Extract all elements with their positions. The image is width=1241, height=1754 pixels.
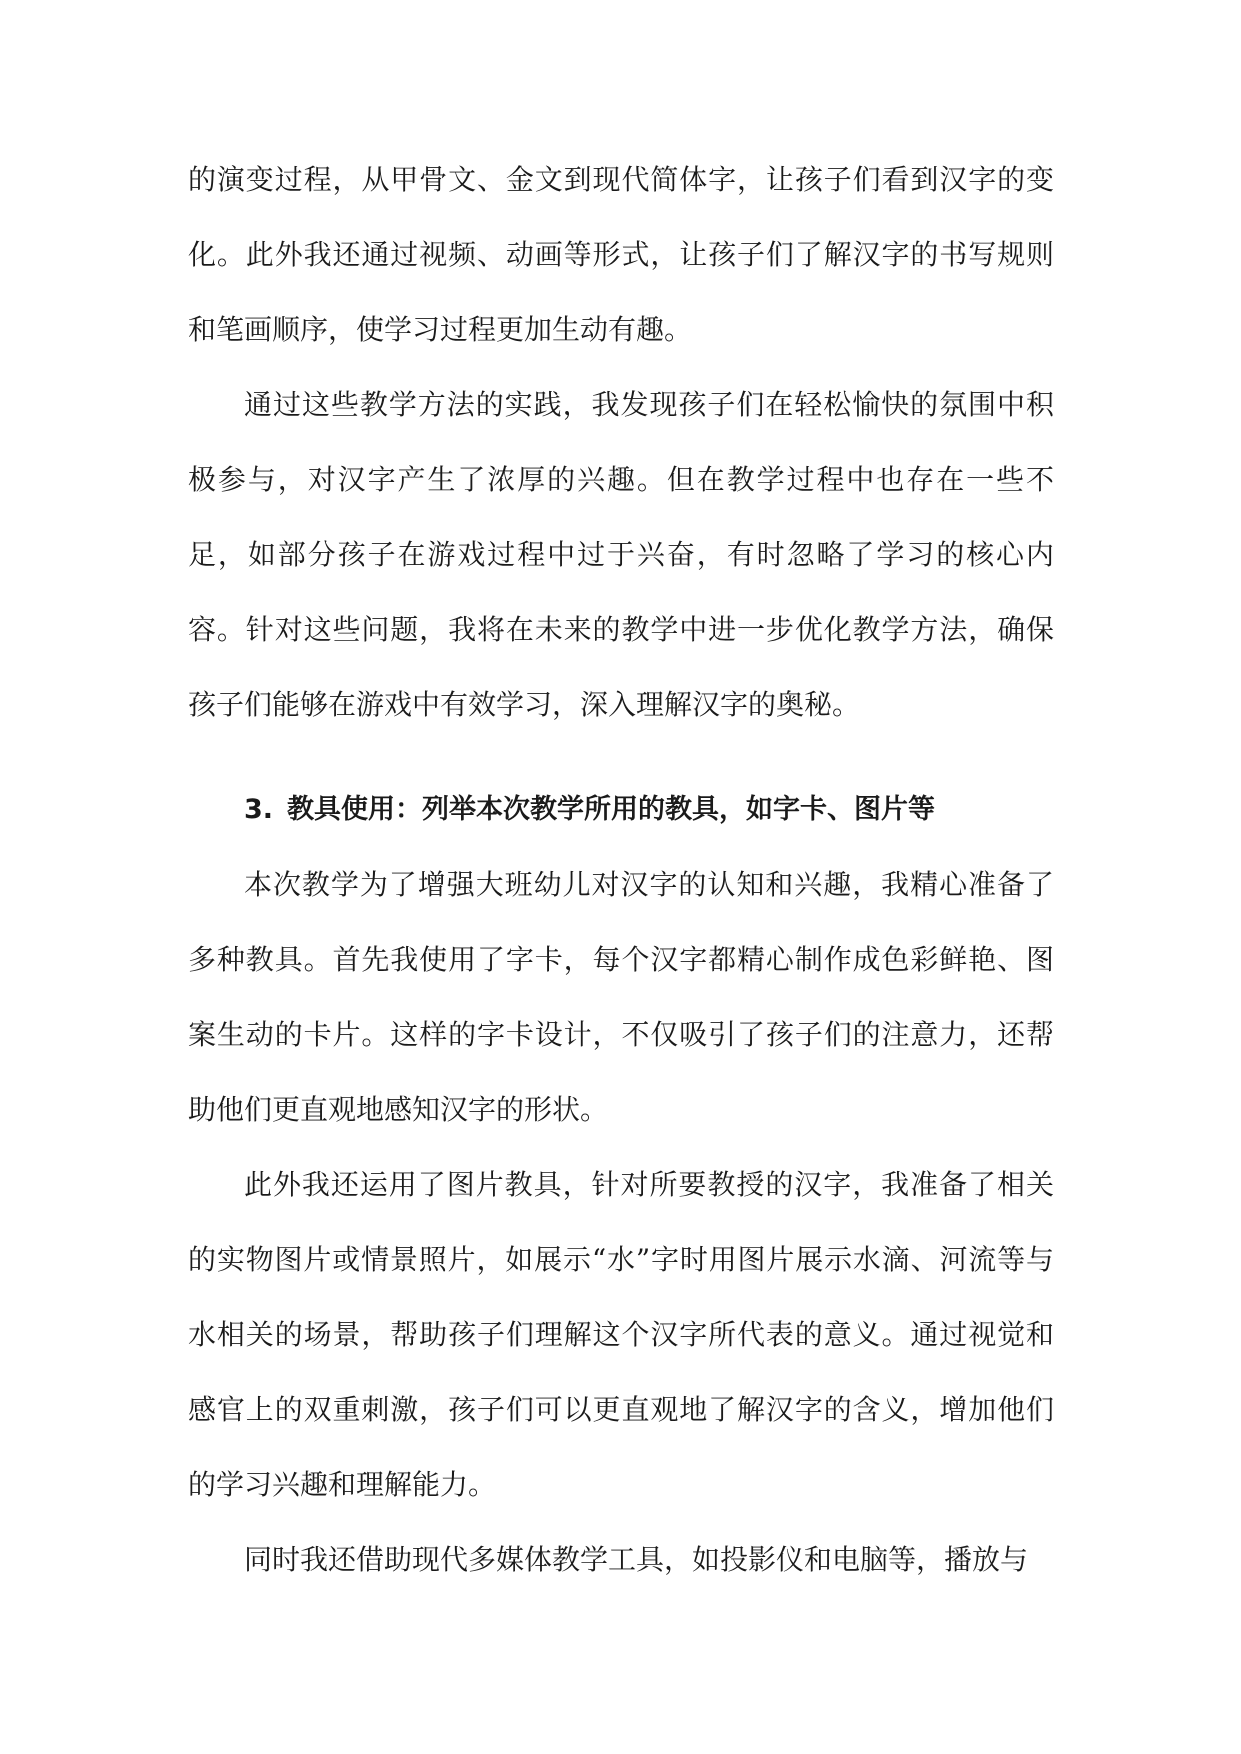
paragraph-picture-aids: 此外我还运用了图片教具，针对所要教授的汉字，我准备了相关的实物图片或情景照片，如展示“水”字时用图片展示水滴、河流等与水相关的场景，帮助孩子们理解这个汉字所代表的意义。通过视觉和感官上的双重刺激，孩子们可以更直观地了解汉字的含义，增加他们的学习兴趣和理解能力。 xyxy=(188,1168,1054,1501)
paragraph-multimedia: 同时我还借助现代多媒体教学工具，如投影仪和电脑等，播放与 xyxy=(244,1543,1029,1576)
paragraph-teaching-reflection: 通过这些教学方法的实践，我发现孩子们在轻松愉快的氛围中积极参与，对汉字产生了浓厚的兴趣。但在教学过程中也存在一些不足，如部分孩子在游戏过程中过于兴奋，有时忽略了学习的核心内容。针对这些问题，我将在未来的教学中进一步优化教学方法，确保孩子们能够在游戏中有效学习，深入理解汉字的奥秘。 xyxy=(188,388,1054,721)
document-body xyxy=(188,142,1054,1597)
paragraph-word-cards: 本次教学为了增强大班幼儿对汉字的认知和兴趣，我精心准备了多种教具。首先我使用了字卡，每个汉字都精心制作成色彩鲜艳、图案生动的卡片。这样的字卡设计，不仅吸引了孩子们的注意力，还帮助他们更直观地感知汉字的形状。 xyxy=(188,868,1054,1126)
section-number: 3. xyxy=(244,794,274,825)
section-heading xyxy=(188,742,1054,847)
section-title: 教具使用：列举本次教学所用的教具，如字卡、图片等 xyxy=(287,794,936,825)
paragraph-evolution: 的演变过程，从甲骨文、金文到现代简体字，让孩子们看到汉字的变化。此外我还通过视频、动画等形式，让孩子们了解汉字的书写规则和笔画顺序，使学习过程更加生动有趣。 xyxy=(188,163,1054,346)
